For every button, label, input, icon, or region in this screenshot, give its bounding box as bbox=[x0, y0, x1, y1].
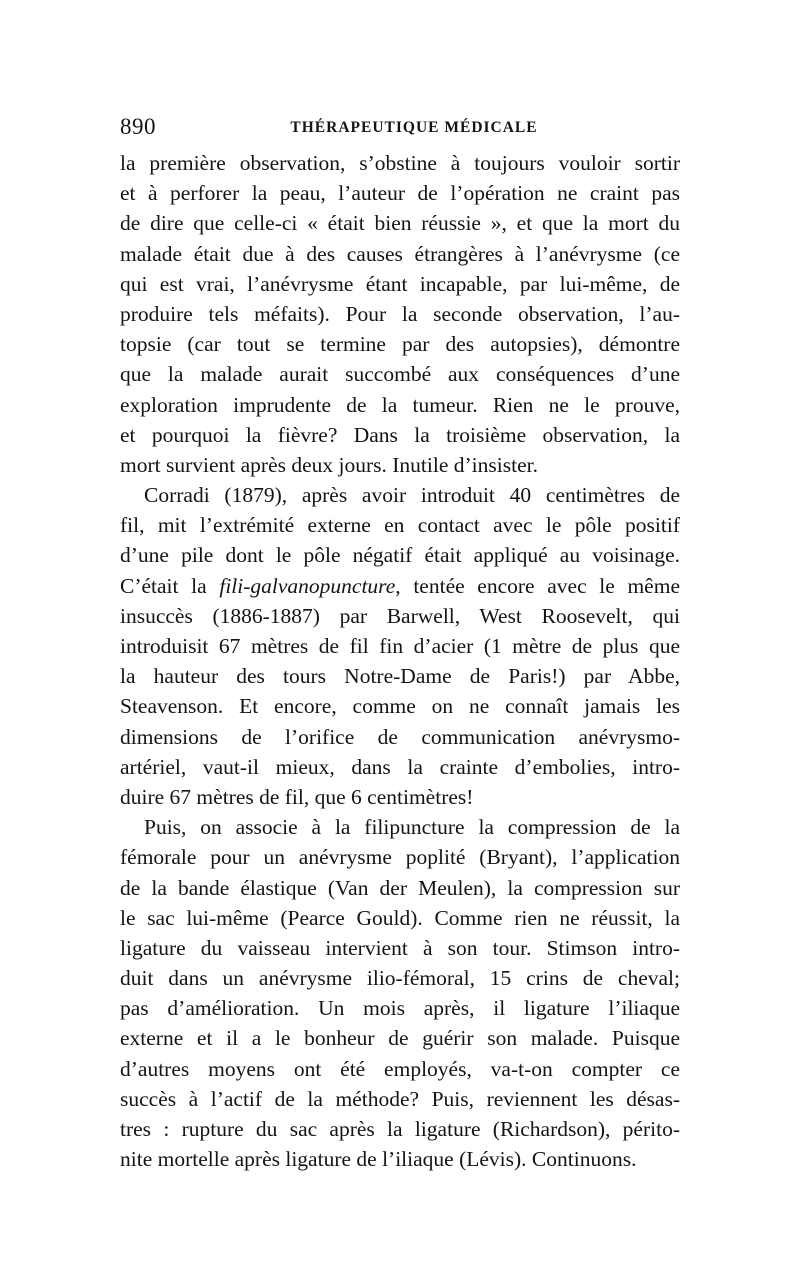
text-line: duire 67 mètres de fil, que 6 centimètres! bbox=[120, 784, 474, 809]
text-line: tres : rupture du sac après la ligature (Richardson), périto- bbox=[120, 1117, 680, 1141]
running-title: THÉRAPEUTIQUE MÉDICALE bbox=[290, 119, 538, 136]
text-line: introduisit 67 mètres de fil fin d’acier (1 mètre de plus que bbox=[120, 634, 680, 658]
text-line: duit dans un anévrysme ilio-fémoral, 15 crins de cheval; bbox=[120, 966, 680, 991]
text-line: de la bande élastique (Van der Meulen), la compression sur bbox=[120, 875, 680, 900]
text-line bbox=[120, 571, 680, 601]
paragraph bbox=[120, 480, 680, 812]
text-line: fil, mit l’extrémité externe en contact avec le pôle positif bbox=[120, 513, 680, 538]
text-line: pas d’amélioration. Un mois après, il ligature l’iliaque bbox=[120, 996, 680, 1021]
text-line: ligature du vaisseau intervient à son tour. Stimson intro- bbox=[120, 935, 680, 960]
text-line: la première observation, s’obstine à toujours vouloir sortir bbox=[120, 151, 680, 175]
text-line: topsie (car tout se termine par des autopsies), démontre bbox=[120, 332, 680, 357]
italic-term: fili-galvanopuncture bbox=[219, 573, 396, 598]
text-line: produire tels méfaits). Pour la seconde observation, l’au- bbox=[120, 301, 680, 326]
text-line: Puis, on associe à la filipuncture la compression de la bbox=[144, 815, 680, 840]
text-line: externe et il a le bonheur de guérir son malade. Puisque bbox=[120, 1026, 680, 1051]
page-header bbox=[120, 114, 680, 144]
text-line: succès à l’actif de la méthode? Puis, reviennent les désas- bbox=[120, 1086, 680, 1111]
text-line: Steavenson. Et encore, comme on ne connaît jamais les bbox=[120, 694, 680, 719]
text-line: exploration imprudente de la tumeur. Rien ne le prouve, bbox=[120, 392, 680, 417]
page-number: 890 bbox=[120, 114, 156, 139]
text-line: fémorale pour un anévrysme poplité (Bryant), l’application bbox=[120, 845, 680, 870]
paragraph bbox=[120, 148, 680, 480]
text-line: dimensions de l’orifice de communication anévrysmo- bbox=[120, 724, 680, 749]
text-line: le sac lui-même (Pearce Gould). Comme rien ne réussit, la bbox=[120, 905, 680, 930]
text-line: artériel, vaut-il mieux, dans la crainte d’embolies, intro- bbox=[120, 754, 680, 779]
paragraph bbox=[120, 812, 680, 1174]
text-line: nite mortelle après ligature de l’iliaque (Lévis). Continuons. bbox=[120, 1147, 637, 1172]
body-text bbox=[120, 148, 680, 1174]
text-line: malade était due à des causes étrangères à l’anévrysme (ce bbox=[120, 241, 680, 266]
text-line: de dire que celle-ci « était bien réussie », et que la mort du bbox=[120, 211, 680, 236]
text-line: que la malade aurait succombé aux conséquences d’une bbox=[120, 362, 680, 387]
text-line: la hauteur des tours Notre-Dame de Paris!) par Abbe, bbox=[120, 664, 680, 689]
text-line: d’autres moyens ont été employés, va-t-on compter ce bbox=[120, 1056, 680, 1081]
text-segment: C’était la bbox=[120, 573, 220, 598]
text-line: et pourquoi la fièvre? Dans la troisième observation, la bbox=[120, 422, 680, 447]
text-segment: , tentée encore avec le même bbox=[395, 573, 680, 598]
text-line: et à perforer la peau, l’auteur de l’opération ne craint pas bbox=[120, 181, 680, 206]
text-line: mort survient après deux jours. Inutile d’insister. bbox=[120, 452, 538, 477]
text-line: Corradi (1879), après avoir introduit 40 centimètres de bbox=[144, 483, 680, 508]
text-line: d’une pile dont le pôle négatif était appliqué au voisinage. bbox=[120, 543, 680, 568]
text-line: insuccès (1886-1887) par Barwell, West Roosevelt, qui bbox=[120, 603, 680, 628]
text-line: qui est vrai, l’anévrysme étant incapable, par lui-même, de bbox=[120, 271, 680, 296]
